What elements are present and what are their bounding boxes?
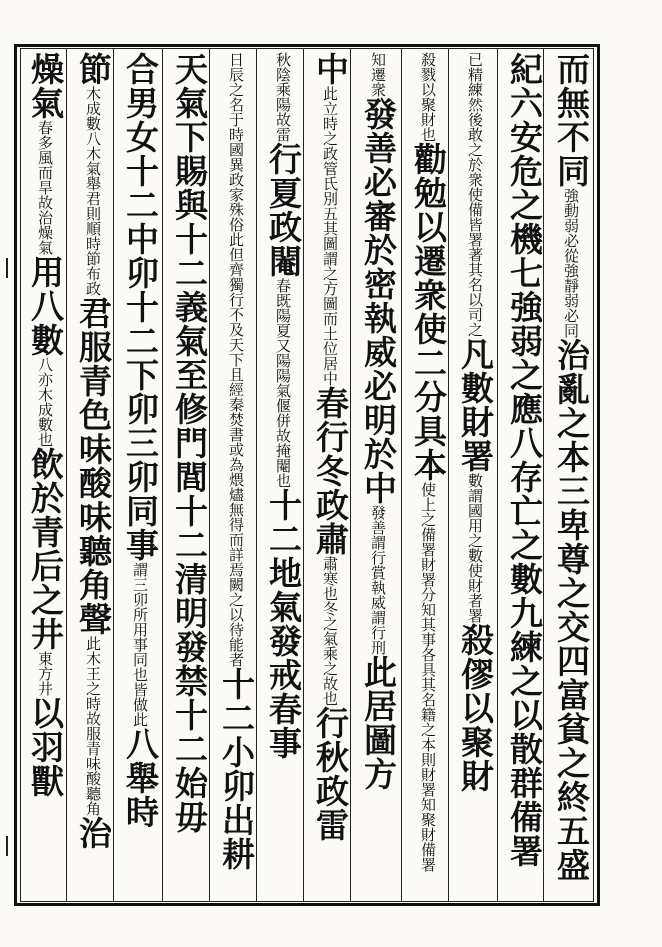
annotation-text: 八亦木成數也 (36, 357, 54, 447)
text-column (548, 52, 592, 898)
annotation-text: 東方井 (36, 651, 54, 696)
main-text: 行夏政閹 (264, 142, 303, 278)
text-column (307, 52, 351, 898)
annotation-text: 木成數八木氣舉君則順時節布政 (84, 86, 102, 296)
text-column (355, 52, 399, 898)
text-column (452, 52, 496, 898)
main-text: 勸勉以遷衆使二分具本 (409, 142, 448, 482)
text-column (70, 52, 114, 898)
annotation-text: 日辰之名于時國異政家殊俗此但齊獨行不及天下且經秦焚書或為煨燼無得而詳焉闕之以待能者 (227, 52, 245, 667)
annotation-text (260, 52, 262, 202)
annotation-text (452, 52, 454, 277)
text-column (501, 52, 545, 898)
annotation-text: 春多風而旱故治燥氣 (36, 120, 54, 255)
main-text: 治亂之本三卑尊之交四富貧之終五盛 (552, 338, 591, 882)
main-text: 十二小卯出耕 (217, 667, 256, 871)
main-text: 以羽獸 (26, 696, 65, 798)
main-text: 天氣下賜與十二義氣至修門閭十二清明發禁十二始毋 (170, 52, 209, 834)
main-text: 殺僇以聚財 (456, 623, 495, 793)
text-column (117, 52, 161, 898)
annotation-text: 強動弱必從強靜弱必同 (562, 188, 580, 338)
main-text: 十二地氣發戒春事 (264, 488, 303, 760)
column-rule (162, 48, 163, 902)
text-column (213, 52, 257, 898)
text-column (260, 52, 304, 898)
annotation-text: 肅寒也冬之氣乘之故也 (321, 556, 339, 706)
main-text: 合男女十二中卯十二下卯三卯同事 (121, 52, 160, 562)
main-text: 飲於青后之井 (26, 447, 65, 651)
main-text: 八舉時 (121, 727, 160, 829)
annotation-text: 殺戮以聚財也 (419, 52, 437, 142)
main-text: 此居圖方 (359, 655, 398, 791)
main-text: 而無不同 (552, 52, 591, 188)
text-column (405, 52, 449, 898)
annotation-text: 謂三卯所用事同也皆做此 (131, 562, 149, 727)
annotation-text: 已精練然後敢之於衆使備皆署著其名以司之 (466, 52, 484, 337)
margin-mark (6, 258, 18, 278)
column-rule (497, 48, 498, 902)
text-column (22, 52, 66, 898)
main-text: 君服青色味酸味聽角聲 (74, 296, 113, 636)
margin-mark (6, 836, 18, 856)
column-rule (66, 48, 67, 902)
main-text: 發善必審於密執威必明於中 (359, 97, 398, 505)
main-text: 用八數 (26, 255, 65, 357)
text-column (166, 52, 210, 898)
annotation-text: 使上之備署財署分知其事各具其名籍之本則財署知聚財備署 (419, 482, 437, 872)
annotation-text: 秋陰乘陽故雷 (274, 52, 292, 142)
main-text: 治 (74, 816, 113, 850)
annotation-text: 發善謂行賞執威謂行刑 (369, 505, 387, 655)
main-text: 紀六安危之機七強弱之應八存亡之數九練之以散群備署 (505, 52, 544, 868)
main-text: 行秋政雷 (311, 706, 350, 842)
column-rule (401, 48, 402, 902)
main-text: 中 (311, 52, 350, 86)
annotation-text: 春既陽夏又陽陽氣偃併故掩閹也 (274, 278, 292, 488)
annotation-text (501, 52, 503, 187)
annotation-text: 此立時之政管氏別五其圖謂之方圖而土位居中 (321, 86, 339, 386)
annotation-text: 此木王之時故服青味酸聽角 (84, 636, 102, 816)
main-text: 凡數財署 (456, 337, 495, 473)
main-text: 燥氣 (26, 52, 65, 120)
main-text: 春行冬政肅 (311, 386, 350, 556)
annotation-text: 數謂國用之數使財者署 (466, 473, 484, 623)
main-text: 節 (74, 52, 113, 86)
annotation-text: 知遷衆 (369, 52, 387, 97)
